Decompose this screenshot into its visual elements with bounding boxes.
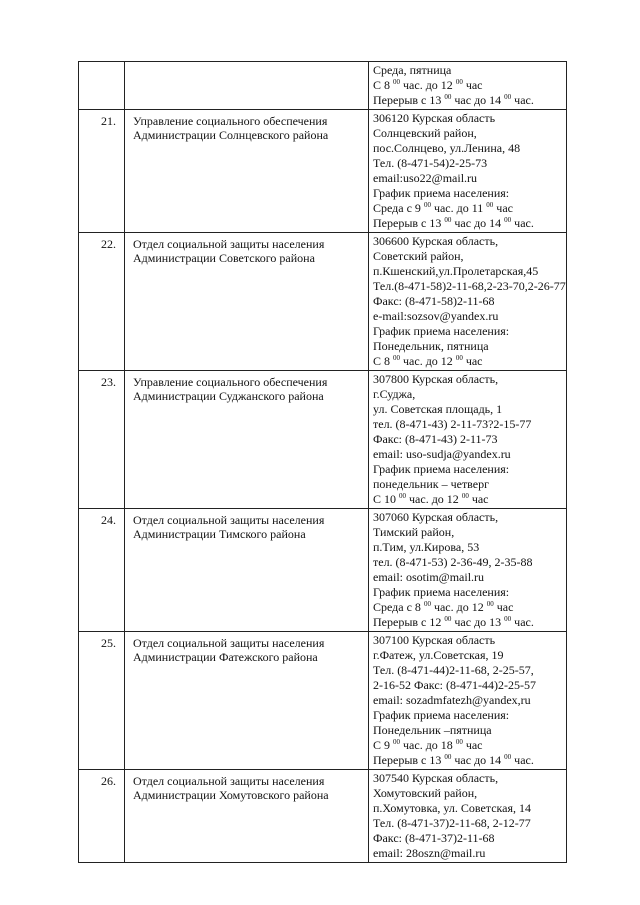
contact-line: Тел. (8-471-37)2-11-68, 2-12-77: [373, 816, 531, 830]
offices-table: [78, 61, 567, 863]
contact-line: График приема населения:: [373, 708, 510, 722]
contact-line: 307800 Курская область,: [373, 372, 499, 386]
contact-line: С 8 $^{00}$ час. до 12 $^{00}$ час: [373, 78, 483, 92]
contact-line: п.Хомутовка, ул. Советская, 14: [373, 801, 532, 815]
contact-line: понедельник – четверг: [373, 477, 490, 491]
contact-line: Перерыв с 13 $^{00}$ час до 14 $^{00}$ час.: [373, 753, 534, 767]
contact-line: email: sozadmfatezh@yandex,ru: [373, 693, 531, 707]
contact-info: [369, 62, 567, 110]
contact-line: Среда, пятница: [373, 63, 452, 77]
contact-line: Хомутовский район,: [373, 786, 478, 800]
contact-line: email: 28oszn@mail.ru: [373, 846, 486, 860]
contact-line: Солнцевский район,: [373, 126, 477, 140]
organization-name: Отдел социальной защиты населения Администрации Советского района: [125, 233, 369, 371]
contact-line: email: uso-sudja@yandex.ru: [373, 447, 511, 461]
contact-line: тел. (8-471-53) 2-36-49, 2-35-88: [373, 555, 533, 569]
table-row: [79, 509, 567, 632]
contact-line: п.Кшенский,ул.Пролетарская,45: [373, 264, 539, 278]
contact-line: г.Фатеж, ул.Советская, 19: [373, 648, 504, 662]
contact-info: [369, 632, 567, 770]
contact-line: С 8 $^{00}$ час. до 12 $^{00}$ час: [373, 354, 483, 368]
contact-line: ул. Советская площадь, 1: [373, 402, 503, 416]
contact-line: Перерыв с 13 $^{00}$ час до 14 $^{00}$ час.: [373, 93, 534, 107]
contact-info: [369, 371, 567, 509]
table-row: [79, 110, 567, 233]
contact-line: 306120 Курская область: [373, 111, 496, 125]
contact-line: С 9 $^{00}$ час. до 18 $^{00}$ час: [373, 738, 483, 752]
contact-line: пос.Солнцево, ул.Ленина, 48: [373, 141, 521, 155]
table-row: [79, 632, 567, 770]
row-number: 26.: [79, 770, 125, 863]
contact-line: График приема населения:: [373, 462, 510, 476]
organization-name: Отдел социальной защиты населения Администрации Хомутовского района: [125, 770, 369, 863]
contact-line: п.Тим, ул.Кирова, 53: [373, 540, 480, 554]
table-row: [79, 233, 567, 371]
organization-name: Управление социального обеспечения Администрации Суджанского района: [125, 371, 369, 509]
contact-line: С 10 $^{00}$ час. до 12 $^{00}$ час: [373, 492, 489, 506]
row-number: 25.: [79, 632, 125, 770]
contact-line: email: osotim@mail.ru: [373, 570, 485, 584]
contact-line: Тел.(8-471-58)2-11-68,2-23-70,2-26-77: [373, 279, 566, 293]
row-number: 21.: [79, 110, 125, 233]
contact-line: Советский район,: [373, 249, 464, 263]
contact-line: 307100 Курская область: [373, 633, 496, 647]
contact-line: Тел. (8-471-44)2-11-68, 2-25-57,: [373, 663, 534, 677]
contact-line: 306600 Курская область,: [373, 234, 499, 248]
table-row: [79, 770, 567, 863]
table-row: [79, 371, 567, 509]
contact-info: [369, 770, 567, 863]
organization-name: Управление социального обеспечения Администрации Солнцевского района: [125, 110, 369, 233]
row-number: [79, 62, 125, 110]
contact-line: Среда с 9 $^{00}$ час. до 11 $^{00}$ час: [373, 201, 513, 215]
row-number: 24.: [79, 509, 125, 632]
contact-line: Тимский район,: [373, 525, 455, 539]
contact-line: График приема населения:: [373, 585, 510, 599]
organization-name: Отдел социальной защиты населения Администрации Тимского района: [125, 509, 369, 632]
contact-line: 307540 Курская область,: [373, 771, 499, 785]
offices-table-body: [79, 62, 567, 863]
contact-info: [369, 509, 567, 632]
contact-info: [369, 110, 567, 233]
contact-line: тел. (8-471-43) 2-11-73?2-15-77: [373, 417, 532, 431]
organization-name: [125, 62, 369, 110]
contact-line: Факс: (8-471-37)2-11-68: [373, 831, 495, 845]
contact-line: e-mail:sozsov@yandex.ru: [373, 309, 499, 323]
contact-line: 307060 Курская область,: [373, 510, 499, 524]
contact-line: Понедельник –пятница: [373, 723, 492, 737]
row-number: 23.: [79, 371, 125, 509]
row-number: 22.: [79, 233, 125, 371]
contact-line: г.Суджа,: [373, 387, 416, 401]
contact-line: 2-16-52 Факс: (8-471-44)2-25-57: [373, 678, 536, 692]
contact-info: [369, 233, 567, 371]
contact-line: График приема населения:: [373, 186, 510, 200]
contact-line: Тел. (8-471-54)2-25-73: [373, 156, 488, 170]
contact-line: Факс: (8-471-43) 2-11-73: [373, 432, 498, 446]
table-row: [79, 62, 567, 110]
contact-line: Понедельник, пятница: [373, 339, 489, 353]
contact-line: email:uso22@mail.ru: [373, 171, 478, 185]
contact-line: Среда с 8 $^{00}$ час. до 12 $^{00}$ час: [373, 600, 514, 614]
contact-line: Перерыв с 12 $^{00}$ час до 13 $^{00}$ час.: [373, 615, 534, 629]
contact-line: Факс: (8-471-58)2-11-68: [373, 294, 495, 308]
contact-line: График приема населения:: [373, 324, 510, 338]
organization-name: Отдел социальной защиты населения Администрации Фатежского района: [125, 632, 369, 770]
contact-line: Перерыв с 13 $^{00}$ час до 14 $^{00}$ час.: [373, 216, 534, 230]
